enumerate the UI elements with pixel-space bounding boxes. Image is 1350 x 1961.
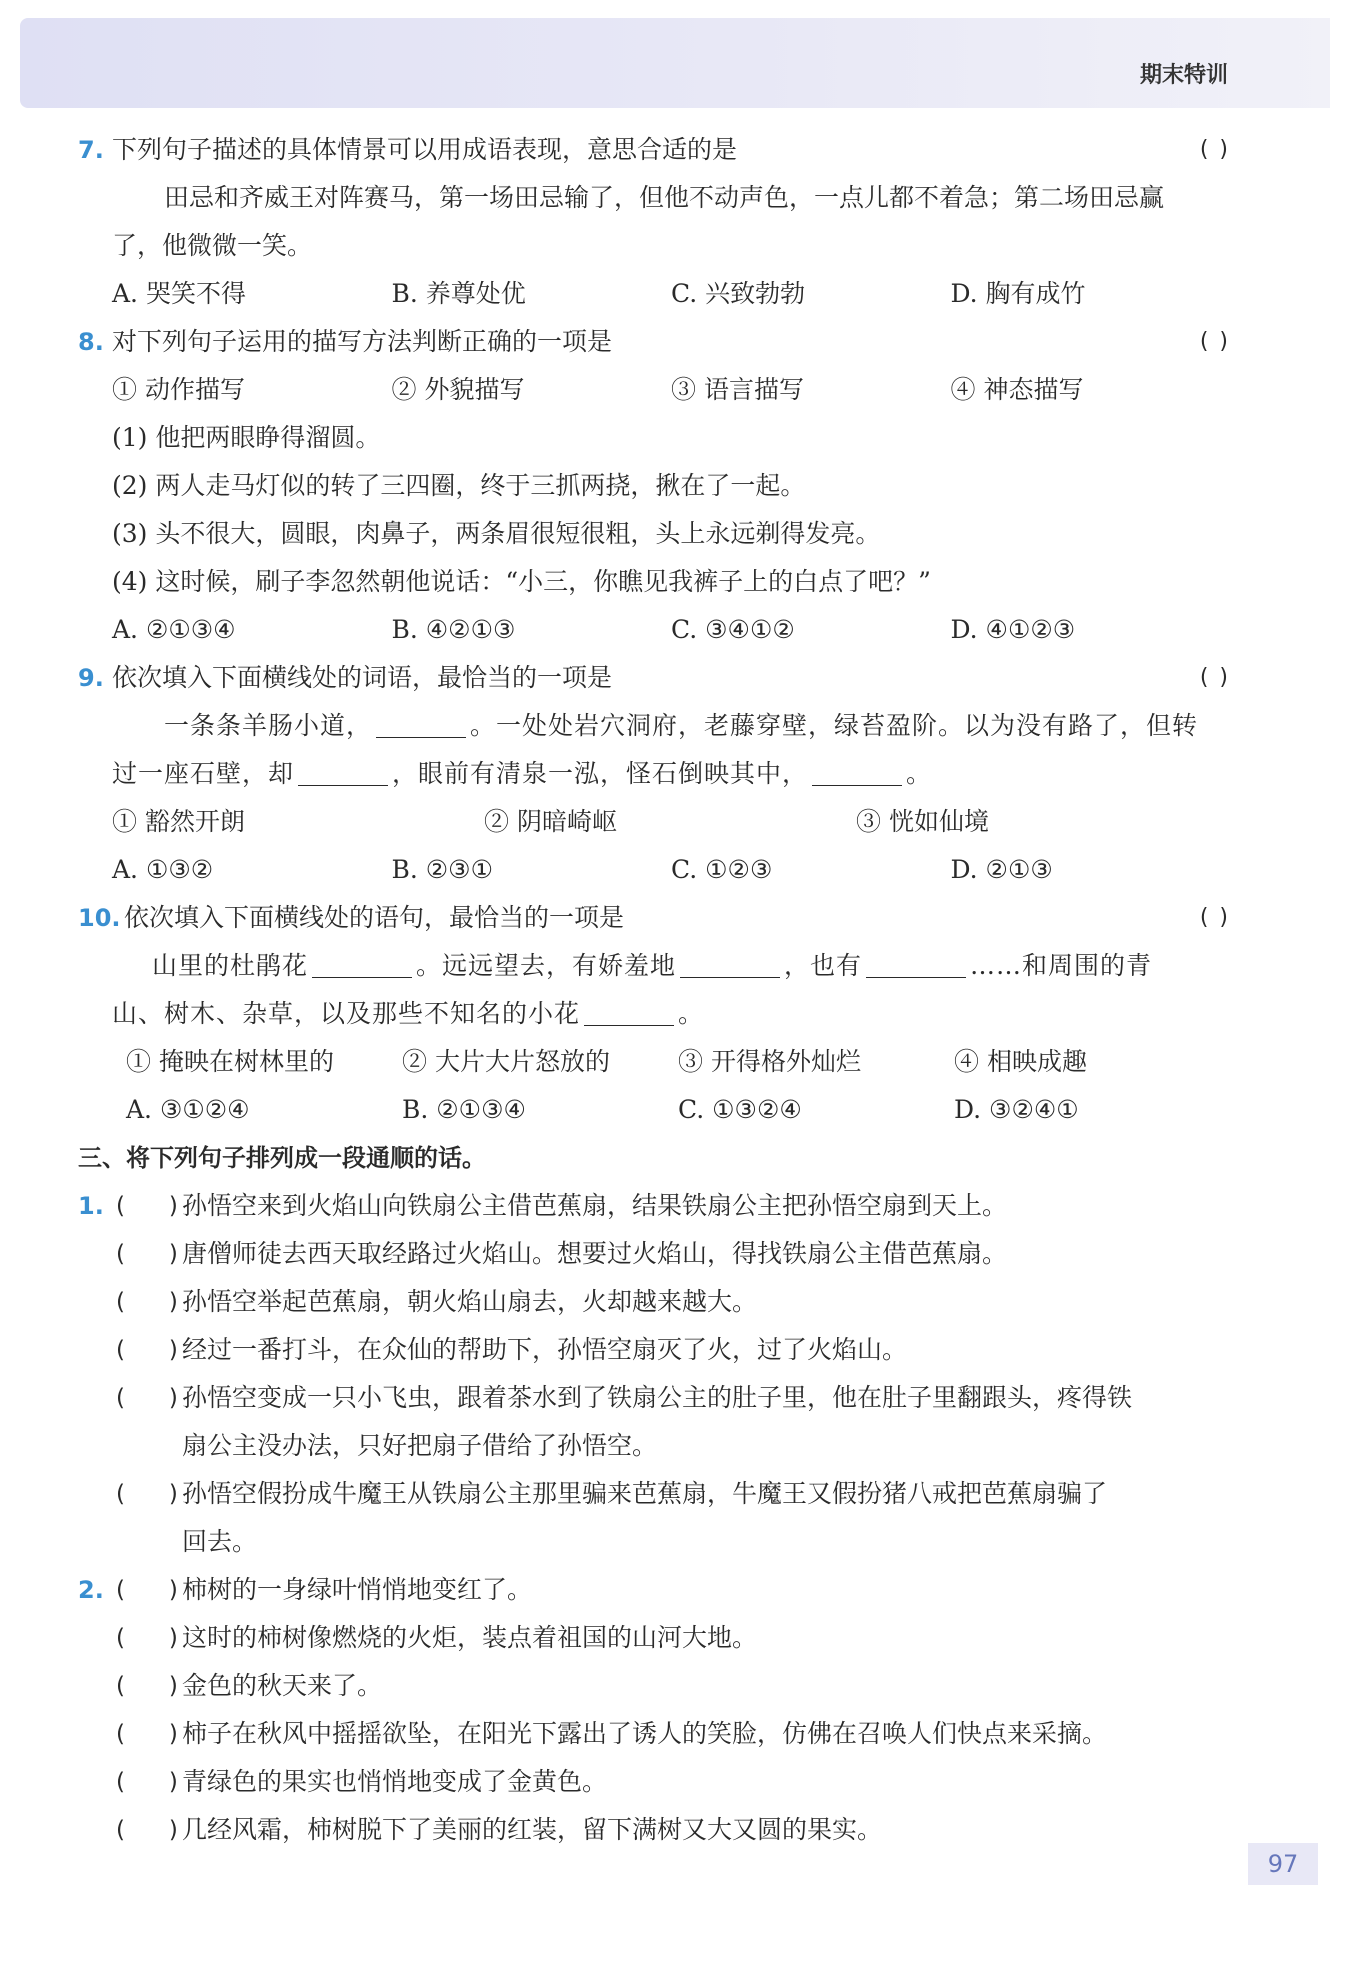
q10-stem: 10. 依次填入下面横线处的语句，最恰当的一项是 ( ) [78,894,1230,942]
option-d[interactable]: D. ④①②③ [950,615,1076,644]
order-slot[interactable]: ( ) [116,1577,178,1603]
method-item: ③ 语言描写 [671,375,804,404]
option-c[interactable]: C. ①③②④ [678,1095,802,1124]
q8-stem: 8. 对下列句子运用的描写方法判断正确的一项是 ( ) [78,318,1230,366]
q8-options [78,606,1230,654]
q9-options [78,846,1230,894]
answer-paren[interactable]: ( ) [1199,329,1230,354]
choice-item: ② 阴暗崎岖 [484,807,617,836]
fill-blank[interactable] [376,709,466,738]
order-item: ( ) 经过一番打斗，在众仙的帮助下，孙悟空扇灭了火，过了火焰山。 [78,1326,1230,1374]
choice-item: ③ 开得格外灿烂 [678,1047,861,1076]
page-number: 97 [1248,1843,1318,1885]
option-a[interactable]: A. ②①③④ [112,615,236,644]
option-c[interactable]: C. ①②③ [671,855,773,884]
q10-passage-cont: 山、树木、杂草，以及那些不知名的小花 。 [112,999,705,1028]
order-item: 2. ( ) 柿树的一身绿叶悄悄地变红了。 [78,1566,1230,1614]
fill-blank[interactable] [812,757,902,786]
fill-blank[interactable] [584,997,674,1026]
answer-paren[interactable]: ( ) [1199,905,1230,930]
q7-passage: 田忌和齐威王对阵赛马，第一场田忌输了，但他不动声色，一点儿都不着急；第二场田忌赢 [164,183,1165,212]
method-item: ② 外貌描写 [391,375,525,404]
q10-options [78,1086,1230,1134]
order-slot[interactable]: ( ) [116,1625,178,1651]
q9-passage-cont: 过一座石壁，却 ，眼前有清泉一泓，怪石倒映其中， 。 [112,759,933,788]
q8-sentence: (3) 头不很大，圆眼，肉鼻子，两条眉很短很粗，头上永远剃得发亮。 [112,519,881,548]
order-item: ( ) 孙悟空举起芭蕉扇，朝火焰山扇去，火却越来越大。 [78,1278,1230,1326]
option-b[interactable]: B. 养尊处优 [391,279,526,308]
question-number: 8. [78,328,104,356]
option-a[interactable]: A. 哭笑不得 [112,279,246,308]
order-item-cont: 扇公主没办法，只好把扇子借给了孙悟空。 [182,1431,658,1460]
q9-passage: 一条条羊肠小道， 。一处处岩穴洞府，老藤穿壁，绿苔盈阶。以为没有路了，但转 [164,711,1199,740]
choice-item: ① 掩映在树林里的 [126,1047,334,1076]
q7-options [78,270,1230,318]
question-number: 10. [78,904,121,932]
option-c[interactable]: C. ③④①② [671,615,795,644]
choice-item: ④ 相映成趣 [954,1047,1087,1076]
order-slot[interactable]: ( ) [116,1289,178,1315]
q8-sentence: (1) 他把两眼睁得溜圆。 [112,423,381,452]
worksheet-content [78,126,1230,1854]
order-slot[interactable]: ( ) [116,1193,178,1219]
fill-blank[interactable] [298,757,388,786]
question-number: 1. [78,1192,104,1220]
choice-item: ② 大片大片怒放的 [402,1047,610,1076]
option-c[interactable]: C. 兴致勃勃 [671,279,806,308]
section-title: 期末特训 [1139,63,1228,88]
order-item-cont: 回去。 [182,1527,258,1556]
q8-methods [78,366,1230,414]
order-item: ( ) 金色的秋天来了。 [78,1662,1230,1710]
order-slot[interactable]: ( ) [116,1241,178,1267]
answer-paren[interactable]: ( ) [1199,665,1230,690]
q7-passage-cont: 了，他微微一笑。 [112,231,313,260]
order-item: ( ) 柿子在秋风中摇摇欲坠，在阳光下露出了诱人的笑脸，仿佛在召唤人们快点来采摘。 [78,1710,1230,1758]
fill-blank[interactable] [312,949,412,978]
order-slot[interactable]: ( ) [116,1337,178,1363]
option-d[interactable]: D. ②①③ [950,855,1053,884]
option-d[interactable]: D. ③②④① [954,1095,1079,1124]
method-item: ① 动作描写 [112,375,245,404]
order-slot[interactable]: ( ) [116,1481,178,1507]
order-slot[interactable]: ( ) [116,1385,178,1411]
order-item: ( ) 这时的柿树像燃烧的火炬，装点着祖国的山河大地。 [78,1614,1230,1662]
order-slot[interactable]: ( ) [116,1721,178,1747]
order-slot[interactable]: ( ) [116,1769,178,1795]
method-item: ④ 神态描写 [950,375,1084,404]
header-band [20,18,1330,108]
order-item: ( ) 青绿色的果实也悄悄地变成了金黄色。 [78,1758,1230,1806]
q8-sentence: (2) 两人走马灯似的转了三四圈，终于三抓两挠，揪在了一起。 [112,471,806,500]
q9-stem: 9. 依次填入下面横线处的词语，最恰当的一项是 ( ) [78,654,1230,702]
q7-stem: 7. 下列句子描述的具体情景可以用成语表现，意思合适的是 ( ) [78,126,1230,174]
order-item: ( ) 孙悟空变成一只小飞虫，跟着茶水到了铁扇公主的肚子里，他在肚子里翻跟头，疼得铁 [78,1374,1230,1422]
fill-blank[interactable] [680,949,780,978]
order-slot[interactable]: ( ) [116,1817,178,1843]
fill-blank[interactable] [866,949,966,978]
order-item: ( ) 几经风霜，柿树脱下了美丽的红装，留下满树又大又圆的果实。 [78,1806,1230,1854]
answer-paren[interactable]: ( ) [1199,137,1230,162]
q10-choices [78,1038,1230,1086]
option-b[interactable]: B. ②③① [391,855,494,884]
option-b[interactable]: B. ②①③④ [402,1095,526,1124]
option-b[interactable]: B. ④②①③ [391,615,516,644]
order-item: 1. ( ) 孙悟空来到火焰山向铁扇公主借芭蕉扇，结果铁扇公主把孙悟空扇到天上。 [78,1182,1230,1230]
option-a[interactable]: A. ①③② [112,855,214,884]
order-item: ( ) 孙悟空假扮成牛魔王从铁扇公主那里骗来芭蕉扇，牛魔王又假扮猪八戒把芭蕉扇骗了 [78,1470,1230,1518]
q9-choices [78,798,1230,846]
option-d[interactable]: D. 胸有成竹 [950,279,1086,308]
order-item: ( ) 唐僧师徒去西天取经路过火焰山。想要过火焰山，得找铁扇公主借芭蕉扇。 [78,1230,1230,1278]
option-a[interactable]: A. ③①②④ [126,1095,250,1124]
question-number: 2. [78,1576,104,1604]
question-number: 7. [78,136,104,164]
choice-item: ③ 恍如仙境 [856,807,989,836]
order-slot[interactable]: ( ) [116,1673,178,1699]
question-number: 9. [78,664,104,692]
section-heading: 三、将下列句子排列成一段通顺的话。 [78,1144,486,1172]
choice-item: ① 豁然开朗 [112,807,245,836]
q10-passage: 山里的杜鹃花 。远远望去，有娇羞地 ，也有 ……和周围的青 [152,951,1153,980]
q8-sentence: (4) 这时候，刷子李忽然朝他说话：“小三，你瞧见我裤子上的白点了吧？” [112,567,931,596]
